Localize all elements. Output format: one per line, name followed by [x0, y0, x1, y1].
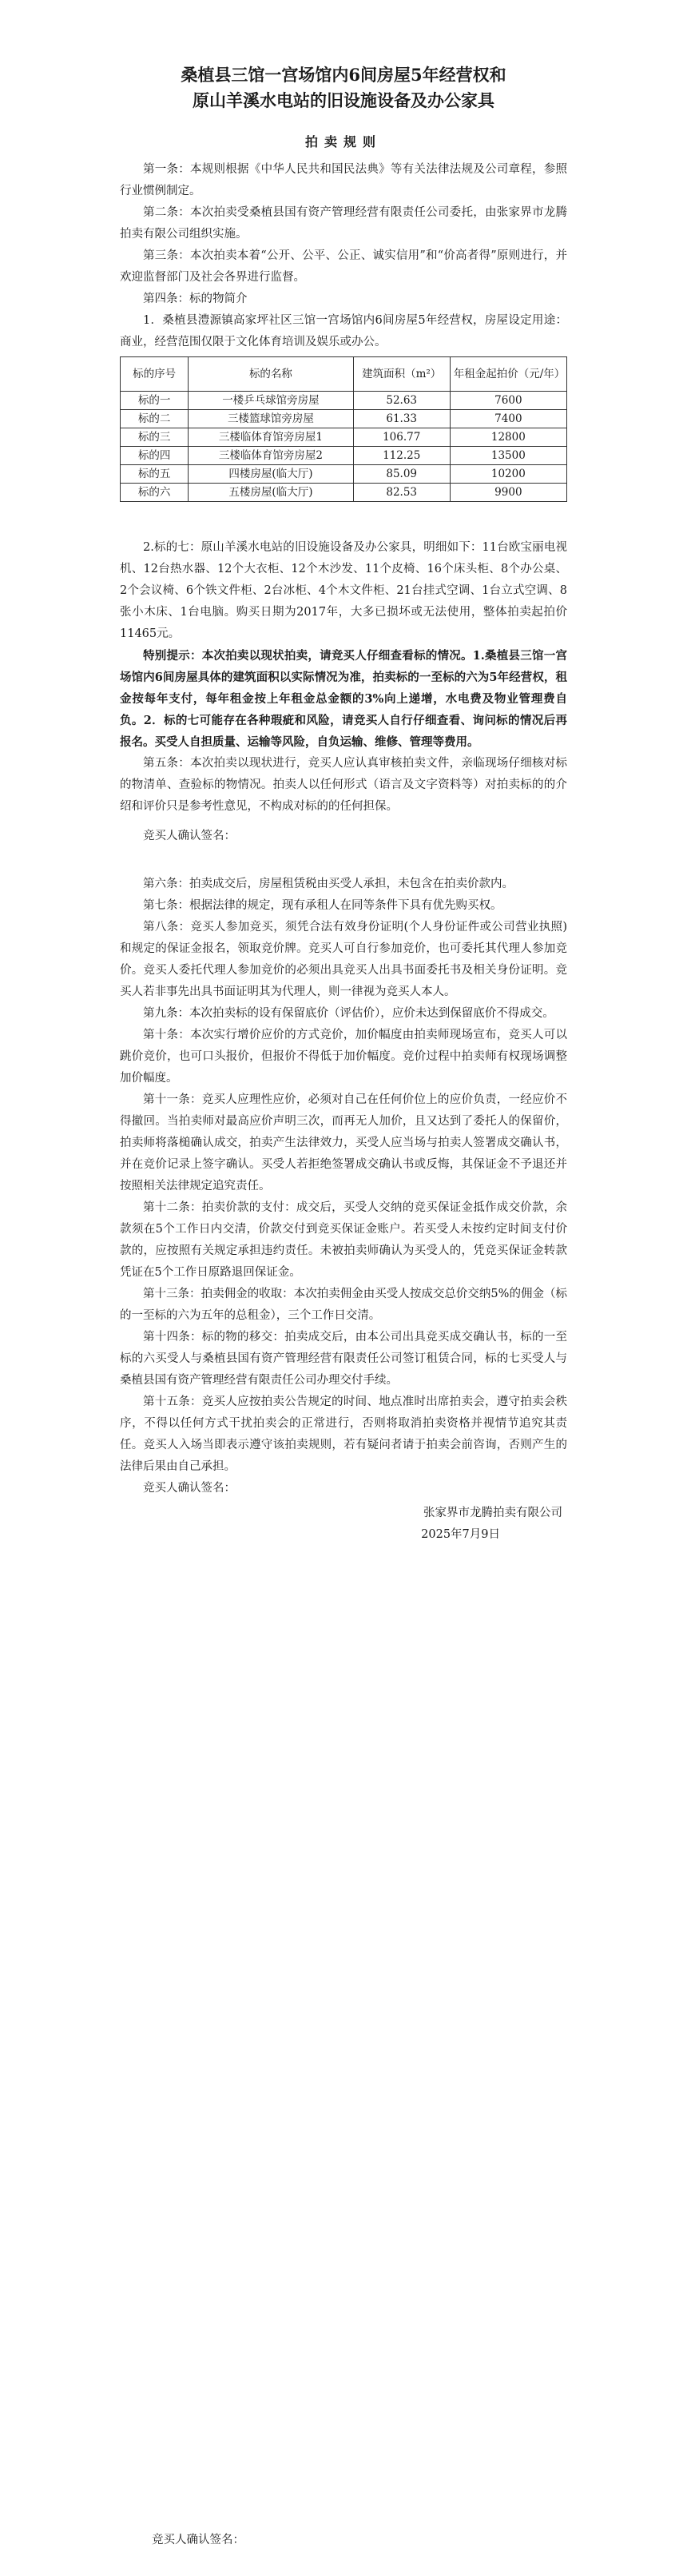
- title-line-2: 原山羊溪水电站的旧设施设备及办公家具: [193, 90, 494, 110]
- table-cell: 三楼临体育馆旁房屋2: [189, 447, 353, 465]
- buyer-signature-label-1: 竞买人确认签名：: [143, 830, 236, 842]
- table-row: [121, 410, 567, 428]
- table-header-cell: 年租金起拍价（元/年）: [450, 357, 566, 392]
- spacer-line: [120, 852, 567, 874]
- table-cell: 12800: [450, 428, 566, 447]
- lots-table: [120, 356, 567, 502]
- table-cell: 52.63: [353, 392, 450, 410]
- title-line-1: 桑植县三馆一宫场馆内6间房屋5年经营权和: [181, 65, 506, 85]
- table-row: [121, 484, 567, 502]
- table-cell: 标的四: [121, 447, 189, 465]
- buyer-signature-label-3: 竞买人确认签名：: [152, 2534, 244, 2546]
- table-row: [121, 447, 567, 465]
- table-cell: 五楼房屋(临大厅): [189, 484, 353, 502]
- article-5: 第五条：本次拍卖以现状进行，竞买人应认真审核拍卖文件，亲临现场仔细核对标的物清单、查验标的物情况。拍卖人以任何形式（语言及文字资料等）对拍卖标的的介绍和评价只是参考性意见，不构成对标的的任何担保。: [120, 757, 567, 813]
- article-3: 第三条：本次拍卖本着“公开、公平、公正、诚实信用”和“价高者得”原则进行，并欢迎监督部门及社会各界进行监督。: [120, 249, 567, 284]
- article-9: 第九条：本次拍卖标的设有保留底价（评估价），应价未达到保留底价不得成交。: [143, 1007, 554, 1020]
- table-row: [121, 428, 567, 447]
- article-2: 第二条：本次拍卖受桑植县国有资产管理经营有限责任公司委托，由张家界市龙腾拍卖有限公司组织实施。: [120, 206, 567, 241]
- table-cell: 112.25: [353, 447, 450, 465]
- article-12: 第十二条：拍卖价款的支付：成交后，买受人交纳的竞买保证金抵作成交价款，余款须在5个工作日内交清，价款交付到竞买保证金账户。若买受人未按约定时间支付价款的，应按照有关规定承担违约责任。未被拍卖师确认为买受人的，凭竞买保证金转款凭证在5个工作日原路退回保证金。: [120, 1201, 567, 1279]
- article-8: 第八条：竞买人参加竞买，须凭合法有效身份证明(个人身份证件或公司营业执照)和规定的保证金报名，领取竞价牌。竞买人可自行参加竞价，也可委托其代理人参加竞价。竞买人委托代理人参加竞价的必须出具竞买人出具书面委托书及相关身份证明。竞买人若非事先出具书面证明其为代理人，则一律视为竞买人本人。: [120, 921, 567, 998]
- table-cell: 标的六: [121, 484, 189, 502]
- table-row: [121, 465, 567, 484]
- table-cell: 标的二: [121, 410, 189, 428]
- article-6: 第六条：拍卖成交后，房屋租赁税由买受人承担，未包含在拍卖价款内。: [143, 878, 514, 890]
- buyer-signature-label-2: 竞买人确认签名：: [143, 1482, 236, 1495]
- table-header-row: [121, 357, 567, 392]
- table-cell: 三楼篮球馆旁房屋: [189, 410, 353, 428]
- spacer: [120, 502, 567, 537]
- table-cell: 7600: [450, 392, 566, 410]
- article-15: 第十五条：竞买人应按拍卖公告规定的时间、地点准时出席拍卖会，遵守拍卖会秩序，不得以任何方式干扰拍卖会的正常进行，否则将取消拍卖资格并视情节追究其责任。竞买人入场当即表示遵守该拍卖规则，若有疑问者请于拍卖会前咨询，否则产生的法律后果由自己承担。: [120, 1395, 567, 1473]
- table-cell: 10200: [450, 465, 566, 484]
- table-cell: 85.09: [353, 465, 450, 484]
- table-header-cell: 标的名称: [189, 357, 353, 392]
- article-4: 第四条：标的物简介: [143, 293, 248, 305]
- table-row: [121, 392, 567, 410]
- table-cell: 13500: [450, 447, 566, 465]
- item-1-intro: 1．桑植县澧源镇高家坪社区三馆一宫场馆内6间房屋5年经营权，房屋设定用途：商业，经营范围仅限于文化体育培训及娱乐或办公。: [120, 314, 567, 348]
- table-cell: 9900: [450, 484, 566, 502]
- table-cell: 四楼房屋(临大厅): [189, 465, 353, 484]
- table-header-cell: 建筑面积（m²）: [353, 357, 450, 392]
- special-notice: 特别提示：本次拍卖以现状拍卖，请竞买人仔细查看标的情况。1.桑植县三馆一宫场馆内6间房屋具体的建筑面积以实际情况为准，拍卖标的一至标的六为5年经营权，租金按每年支付，每年租金按上年租金总金额的3%向上递增，水电费及物业管理费自负。2．标的七可能存在各种瑕疵和风险，请竞买人自行仔细查看、询问标的情况后再报名。买受人自担质量、运输等风险，自负运输、维修、管理等费用。: [120, 649, 567, 749]
- table-cell: 标的三: [121, 428, 189, 447]
- table-cell: 标的一: [121, 392, 189, 410]
- article-14: 第十四条：标的物的移交：拍卖成交后，由本公司出具竞买成交确认书，标的一至标的六买受人与桑植县国有资产管理经营有限责任公司签订租赁合同，标的七买受人与桑植县国有资产管理经营有限责任公司办理交付手续。: [120, 1331, 567, 1387]
- table-cell: 7400: [450, 410, 566, 428]
- table-cell: 61.33: [353, 410, 450, 428]
- table-cell: 82.53: [353, 484, 450, 502]
- table-cell: 标的五: [121, 465, 189, 484]
- document-date: 2025年7月9日: [421, 1528, 500, 1541]
- article-13: 第十三条：拍卖佣金的收取：本次拍卖佣金由买受人按成交总价交纳5%的佣金（标的一至标的六为五年的总租金），三个工作日交清。: [120, 1288, 567, 1322]
- article-1: 第一条：本规则根据《中华人民共和国民法典》等有关法律法规及公司章程，参照行业惯例制定。: [120, 163, 567, 197]
- table-cell: 106.77: [353, 428, 450, 447]
- article-11: 第十一条：竞买人应理性应价，必须对自己在任何价位上的应价负责，一经应价不得撤回。当拍卖师对最高应价声明三次，而再无人加价，且又达到了委托人的保留价，拍卖师将落槌确认成交，拍卖产生法律效力，买受人应当场与拍卖人签署成交确认书，并在竞价记录上签字确认。买受人若拒绝签署成交确认书或反悔，其保证金不予退还并按照相关法律规定追究责任。: [120, 1093, 567, 1192]
- doc-title: [120, 62, 567, 113]
- table-header-cell: 标的序号: [121, 357, 189, 392]
- company-name: 张家界市龙腾拍卖有限公司: [423, 1507, 562, 1519]
- article-7: 第七条：根据法律的规定，现有承租人在同等条件下具有优先购买权。: [143, 899, 502, 912]
- doc-subtitle: 拍卖规则: [304, 134, 382, 149]
- item-2: 2.标的七：原山羊溪水电站的旧设施设备及办公家具，明细如下：11台欧宝丽电视机、12台热水器、12个大衣柜、12个木沙发、11个皮椅、16个床头柜、8个办公桌、2个会议椅、6个铁文件柜、2台冰柜、4个木文件柜、21台挂式空调、1台立式空调、8张小木床、1台电脑。购买日期为2017年，大多已损坏或无法使用，整体拍卖起拍价11465元。: [120, 541, 567, 640]
- table-cell: 一楼乒乓球馆旁房屋: [189, 392, 353, 410]
- article-10: 第十条：本次实行增价应价的方式竞价，加价幅度由拍卖师现场宣布，竞买人可以跳价竞价，也可口头报价，但报价不得低于加价幅度。竞价过程中拍卖师有权现场调整加价幅度。: [120, 1029, 567, 1085]
- table-cell: 三楼临体育馆旁房屋1: [189, 428, 353, 447]
